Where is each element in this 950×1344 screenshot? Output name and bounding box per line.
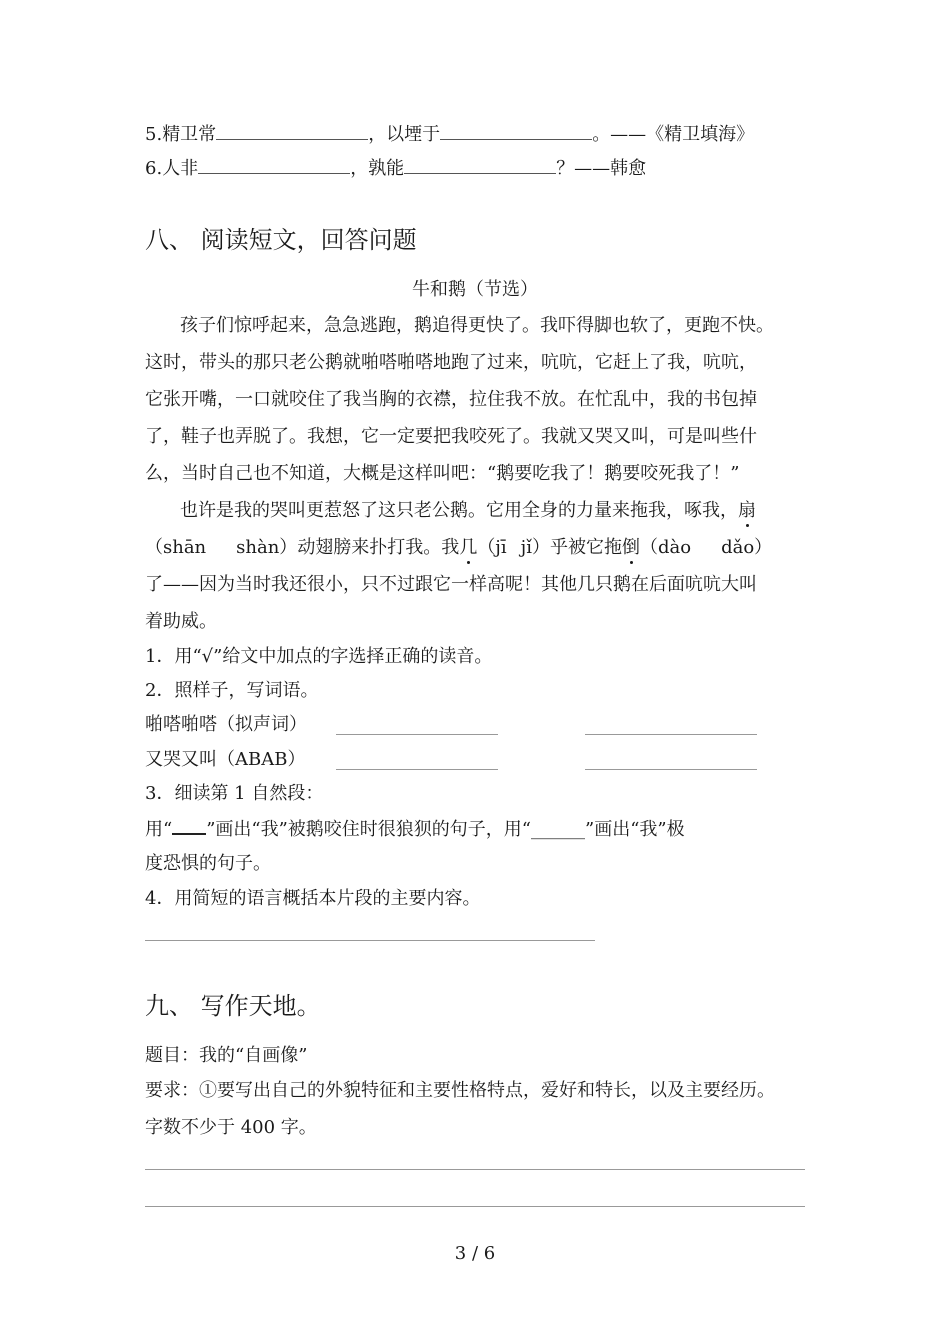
question-4: 4．用简短的语言概括本片段的主要内容。 [145, 888, 481, 909]
dotted-character: 扇 [738, 500, 756, 521]
writing-line[interactable] [145, 1169, 805, 1170]
pinyin-option[interactable]: （shān [145, 537, 207, 558]
question-3: 3．细读第 1 自然段： [145, 783, 324, 804]
pinyin-option[interactable]: （dào [640, 537, 692, 558]
answer-line[interactable] [585, 769, 757, 770]
answer-line[interactable] [336, 734, 498, 735]
fill-item-text-a: 精卫常 [162, 124, 217, 145]
dotted-character: 几 [459, 537, 478, 558]
pinyin-option[interactable]: dǎo） [721, 537, 773, 558]
wavy-line-sample: ______ [531, 819, 586, 840]
question-1: 1．用“√”给文中加点的字选择正确的读音。 [145, 646, 493, 667]
paragraph-2-line: 了——因为当时我还很小，只不过跟它一样高呢！其他几只鹅在后面吭吭大叫 [145, 574, 757, 595]
paragraph-text: 也许是我的哭叫更惹怒了这只老公鹅。它用全身的力量来拖我，啄我， [180, 500, 738, 521]
pinyin-option[interactable]: （jī [477, 537, 507, 558]
paragraph-2-line [180, 500, 756, 522]
paragraph-2-line-pinyin [145, 537, 772, 559]
writing-requirement: 要求：①要写出自己的外貌特征和主要性格特点，爱好和特长，以及主要经历。 [145, 1080, 775, 1101]
answer-blank[interactable] [404, 157, 556, 174]
fill-item-text-a: 人非 [162, 158, 199, 179]
fill-item-5 [145, 123, 754, 146]
pinyin-option[interactable]: shàn） [236, 537, 298, 558]
instruction-text: ”画出“我”被鹅咬住时很狼狈的句子，用“ [206, 819, 532, 840]
writing-line[interactable] [145, 1206, 805, 1207]
paragraph-1-line: 么，当时自己也不知道，大概是这样叫吧：“鹅要吃我了！鹅要咬死我了！” [145, 463, 740, 484]
fill-item-number: 5. [145, 124, 163, 145]
question-3-instruction [145, 818, 685, 841]
answer-blank[interactable] [198, 157, 350, 174]
instruction-text: ”画出“我”极 [585, 819, 685, 840]
writing-topic: 题目：我的“自画像” [145, 1045, 308, 1066]
question-2: 2．照样子，写词语。 [145, 680, 319, 701]
straight-line-sample [172, 818, 206, 835]
paragraph-2-line: 着助威。 [145, 611, 217, 632]
paragraph-1-line: 它张开嘴，一口就咬住了我当胸的衣襟，拉住我不放。在忙乱中，我的书包掉 [145, 389, 757, 410]
dotted-character: 倒 [622, 537, 640, 558]
story-title: 牛和鹅（节选） [412, 279, 538, 300]
fill-item-text-c: 。——《精卫填海》 [592, 124, 755, 145]
answer-line[interactable] [336, 769, 498, 770]
fill-item-text-c: ？——韩愈 [556, 158, 647, 179]
word-example-2: 又哭又叫（ABAB） [145, 749, 306, 770]
page-number: 3 / 6 [454, 1243, 496, 1264]
paragraph-text: 动翅膀来扑打我。我 [297, 537, 460, 558]
paragraph-text: 乎被它拖 [550, 537, 622, 558]
section-9-heading: 九、 写作天地。 [145, 992, 321, 1020]
answer-line[interactable] [585, 734, 757, 735]
paragraph-1-line: 孩子们惊呼起来，急急逃跑，鹅追得更快了。我吓得脚也软了，更跑不快。 [180, 315, 774, 336]
paragraph-1-line: 这时，带头的那只老公鹅就啪嗒啪嗒地跑了过来，吭吭，它赶上了我，吭吭， [145, 352, 757, 373]
answer-line[interactable] [145, 940, 595, 941]
pinyin-option[interactable]: jǐ） [520, 537, 550, 558]
question-3-instruction-cont: 度恐惧的句子。 [145, 853, 271, 874]
fill-item-text-b: ，孰能 [350, 158, 405, 179]
fill-item-text-b: ，以堙于 [368, 124, 441, 145]
writing-requirement-cont: 字数不少于 400 字。 [145, 1117, 317, 1138]
answer-blank[interactable] [216, 123, 368, 140]
instruction-text: 用“ [145, 819, 173, 840]
paragraph-1-line: 了，鞋子也弄脱了。我想，它一定要把我咬死了。我就又哭又叫，可是叫些什 [145, 426, 757, 447]
answer-blank[interactable] [440, 123, 592, 140]
section-8-heading: 八、 阅读短文，回答问题 [145, 226, 417, 254]
fill-item-6 [145, 157, 646, 180]
word-example-1: 啪嗒啪嗒（拟声词） [145, 714, 307, 735]
fill-item-number: 6. [145, 158, 163, 179]
